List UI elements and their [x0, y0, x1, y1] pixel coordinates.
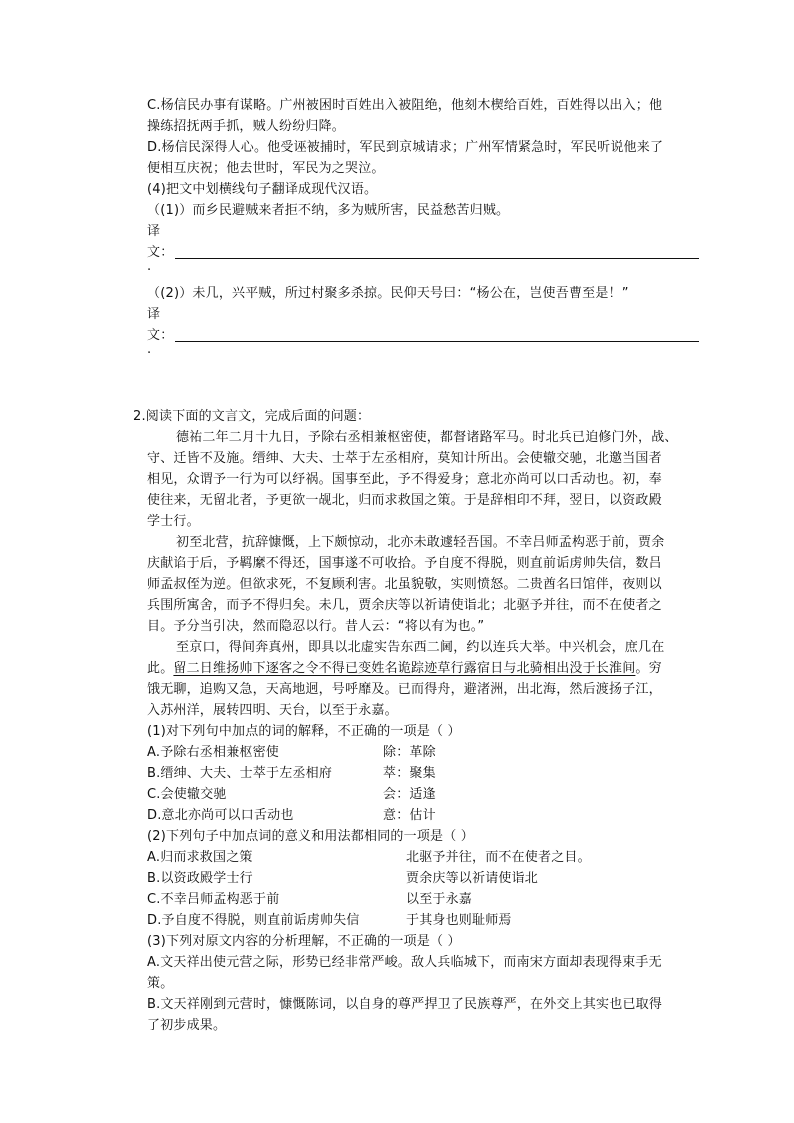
q2-para3-line1: 至京口，得间奔真州，即具以北虚实告东西二阃，约以连兵大举。中兴机会，庶几在 [176, 640, 665, 655]
q1-option-d-line2: 便相互庆祝；他去世时，军民为之哭泣。 [147, 161, 385, 176]
translation-answer-line-1[interactable] [175, 258, 699, 259]
q2-para3-line4: 入苏州洋，展转四明、天台，以至于永嘉。 [147, 703, 398, 718]
q1-sentence-2: （(2)）未几，兴平贼，所过村聚多杀掠。民仰天号曰：“杨公在，岂使吾曹至是！” [147, 286, 629, 301]
q2-para2-line5: 目。予分当引决，然而隐忍以行。昔人云：“将以有为也。” [147, 619, 485, 634]
q1-option-c-line1: C.杨信民办事有谋略。广州被困时百姓出入被阻绝，他刻木楔给百姓，百姓得以出入；他 [147, 98, 663, 113]
q2-sub1-gloss-a: 除：革除 [383, 745, 436, 760]
q2-para2-line2: 庆献谄于后，予羁縻不得还，国事遂不可收拾。予自度不得脱，则直前诟虏帅失信，数吕 [147, 556, 662, 571]
q2-para3-line2 [147, 659, 662, 679]
q1-option-c-line2: 操练招抚两手抓，贼人纷纷归降。 [147, 119, 346, 134]
q2-sub1-option-d: D.意北亦尚可以口舌动也 [147, 808, 294, 823]
translation-label-2-top: 译 [147, 307, 161, 322]
period-1: . [147, 259, 152, 274]
q2-para1-line2: 守、迁皆不及施。缙绅、大夫、士萃于左丞相府，莫知计所出。会使辙交驰，北邀当国者 [147, 451, 662, 466]
period-2: . [147, 342, 152, 357]
q2-para2-line3: 师孟叔侄为逆。但欲求死，不复顾利害。北虽貌敬，实则愤怒。二贵酋名曰馆伴，夜则以 [147, 577, 662, 592]
q2-sub1-gloss-d: 意：估计 [383, 808, 436, 823]
q2-para2-line4: 兵围所寓舍，而予不得归矣。未几，贾余庆等以祈请使诣北；北驱予并往，而不在使者之 [147, 598, 662, 613]
q1-subquestion-4: (4)把文中划横线句子翻译成现代汉语。 [147, 182, 378, 197]
q2-sub2-option-c-right: 以至于永嘉 [406, 892, 473, 907]
q2-sub2-question: (2)下列句子中加点词的意义和用法都相同的一项是（ ） [147, 829, 474, 844]
translation-answer-line-2[interactable] [175, 341, 699, 342]
q2-para3-line2-start: 此。 [147, 661, 174, 676]
q2-sub2-option-c-left: C.不幸吕师孟构恶于前 [147, 892, 280, 907]
translation-label-2-bottom: 文： [147, 328, 174, 343]
q2-sub3-option-b-line1: B.文天祥刚到元营时，慷慨陈词，以自身的尊严捍卫了民族尊严，在外交上其实也已取得 [147, 997, 663, 1012]
q2-para1-line4: 使往来，无留北者，予更欲一觇北，归而求救国之策。于是辞相印不拜，翌日，以资政殿 [147, 493, 662, 508]
q2-sub2-option-d-left: D.予自度不得脱，则直前诟虏帅失信 [147, 913, 360, 928]
q2-sub1-option-c: C.会使辙交驰 [147, 787, 227, 802]
underlined-sentence: 留二日维扬帅下逐客之令不得已变姓名诡踪迹草行露宿日与北骑相出没于长淮间 [173, 661, 636, 676]
q2-sub3-option-a-line1: A.文天祥出使元营之际，形势已经非常严峻。敌人兵临城下，而南宋方面却表现得束手无 [147, 955, 662, 970]
q2-sub1-option-a: A.予除右丞相兼枢密使 [147, 745, 279, 760]
q2-sub1-gloss-c: 会：适逢 [383, 787, 436, 802]
q2-sub2-option-b-left: B.以资政殿学士行 [147, 871, 253, 886]
q2-sub2-option-a-left: A.归而求救国之策 [147, 850, 253, 865]
q2-para1-line1: 德祐二年二月十九日，予除右丞相兼枢密使，都督诸路军马。时北兵已迫修门外，战、 [176, 430, 678, 445]
q2-heading: 2.阅读下面的文言文，完成后面的问题： [133, 409, 371, 424]
q2-sub3-option-b-line2: 了初步成果。 [147, 1018, 227, 1033]
q2-para3-line2-end: 。穷 [635, 661, 662, 676]
q2-sub2-option-d-right: 于其身也则耻师焉 [406, 913, 512, 928]
q2-sub1-gloss-b: 萃：聚集 [383, 766, 436, 781]
q2-sub1-option-b: B.缙绅、大夫、士萃于左丞相府 [147, 766, 333, 781]
translation-label-1-bottom: 文： [147, 245, 174, 260]
q2-para2-line1: 初至北营，抗辞慷慨，上下颇惊动，北亦未敢遽轻吾国。不幸吕师孟构恶于前，贾余 [176, 535, 665, 550]
q2-para1-line3: 相见，众谓予一行为可以纾祸。国事至此，予不得爱身；意北亦尚可以口舌动也。初，奉 [147, 472, 662, 487]
q2-sub3-question: (3)下列对原文内容的分析理解，不正确的一项是（ ） [147, 934, 461, 949]
q2-sub2-option-b-right: 贾余庆等以祈请使诣北 [406, 871, 539, 886]
q1-option-d-line1: D.杨信民深得人心。他受诬被捕时，军民到京城请求；广州军情紧急时，军民听说他来了 [147, 140, 664, 155]
q1-sentence-1: （(1)）而乡民避贼来者拒不纳，多为贼所害，民益愁苦归贼。 [147, 203, 510, 218]
q2-sub3-option-a-line2: 策。 [147, 976, 174, 991]
q2-para3-line3: 饿无聊，追购又急，天高地迥，号呼靡及。已而得舟，避渚洲，出北海，然后渡扬子江， [147, 682, 662, 697]
q2-para1-line5: 学士行。 [147, 514, 200, 529]
q2-sub2-option-a-right: 北驱予并往，而不在使者之目。 [406, 850, 591, 865]
q2-sub1-question: (1)对下列句中加点的词的解释，不正确的一项是（ ） [147, 724, 461, 739]
translation-label-1-top: 译 [147, 224, 161, 239]
